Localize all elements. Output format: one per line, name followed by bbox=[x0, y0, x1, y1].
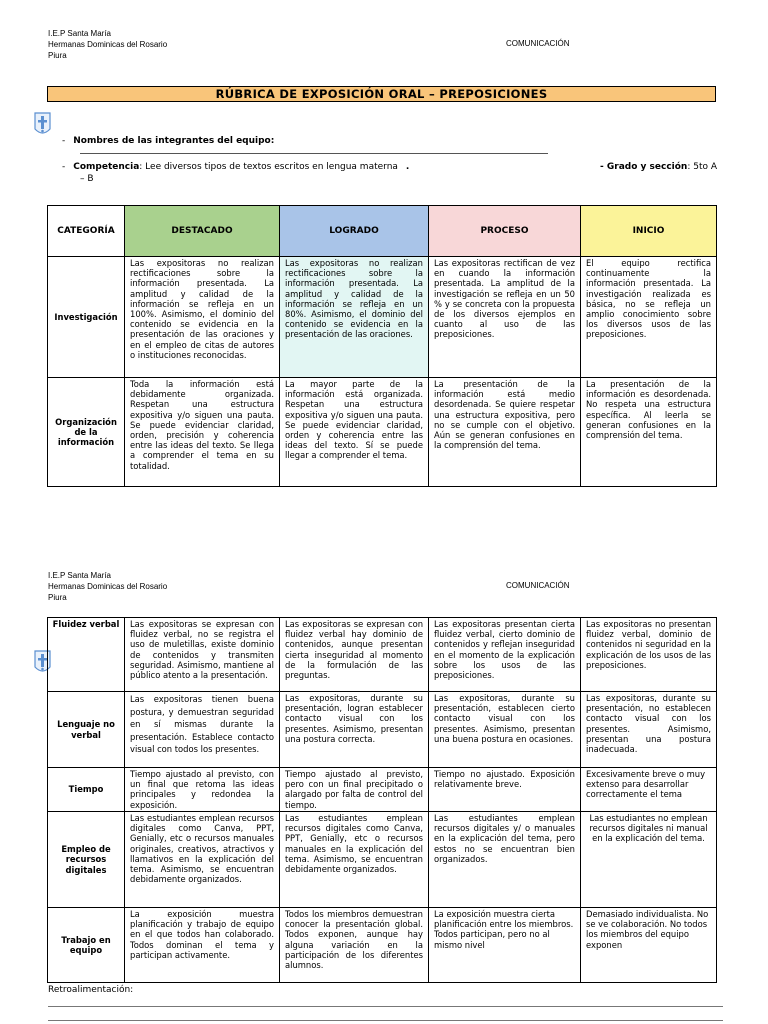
team-names-line bbox=[62, 136, 274, 146]
feedback-label: Retroalimentación: bbox=[48, 985, 134, 995]
row-category: Empleo de recursos digitales bbox=[48, 812, 125, 908]
col-header-logrado: LOGRADO bbox=[280, 206, 429, 257]
team-names-blank[interactable] bbox=[80, 153, 548, 154]
rubric-table-page1 bbox=[47, 205, 717, 487]
cell-inicio: La presentación de la información es desordenada. No respeta una estructura específica. Al leerla se generan confusiones en la comprensión del tema. bbox=[581, 378, 717, 487]
col-header-inicio: INICIO bbox=[581, 206, 717, 257]
cell-inicio: Las estudiantes no emplean recursos digitales ni manual en la explicación del tema. bbox=[581, 812, 717, 908]
grado-value: : 5to A bbox=[687, 162, 718, 172]
cell-inicio: Las expositoras, durante su presentación, no establecen contacto visual con los presentes. Asimismo, presentan una postura inadecuada. bbox=[581, 692, 717, 768]
school-name: I.E.P Santa María bbox=[48, 29, 111, 38]
competencia-text: : Lee diversos tipos de textos escritos en lengua materna bbox=[139, 162, 398, 172]
row-category: Trabajo en equipo bbox=[48, 908, 125, 983]
cell-logrado: Todos los miembros demuestran conocer la presentación global. Todos exponen, aunque hay alguna variación en la participación de los diferentes alumnos. bbox=[280, 908, 429, 983]
cell-logrado: Las expositoras no realizan rectificaciones sobre la información presentada. La amplitud y calidad de la información se refleja en un 80%. Asimismo, el dominio del contenido se evidencia en la presentación de las oraciones. bbox=[280, 257, 429, 378]
school-congregation: Hermanas Dominicas del Rosario bbox=[48, 582, 168, 591]
table-row bbox=[48, 908, 717, 983]
cell-inicio: El equipo rectifica continuamente la información presentada. La investigación realizada es básica, no se refleja un amplio conocimiento sobre los diversos usos de las preposiciones. bbox=[581, 257, 717, 378]
cell-logrado: Tiempo ajustado al previsto, pero con un final precipitado o alargado por falta de control del tiempo. bbox=[280, 768, 429, 812]
bullet: - bbox=[62, 136, 66, 146]
row-category: Fluidez verbal bbox=[48, 618, 125, 692]
feedback-line[interactable] bbox=[48, 1006, 723, 1007]
cell-proceso: La exposición muestra cierta planificación entre los miembros. Todos participan, pero no al mismo nivel bbox=[429, 908, 581, 983]
cell-destacado: Las expositoras se expresan con fluidez verbal, no se registra el uso de muletillas, existe dominio de contenidos y transmiten seguridad. Asimismo, mantiene al público atento a la presentación. bbox=[125, 618, 280, 692]
table-row bbox=[48, 257, 717, 378]
cell-logrado: Las expositoras, durante su presentación, logran establecer contacto visual con los presentes. Asimismo, presentan una postura correcta. bbox=[280, 692, 429, 768]
row-category: Lenguaje no verbal bbox=[48, 692, 125, 768]
grado-label: - Grado y sección bbox=[600, 162, 688, 172]
cell-destacado: Las expositoras no realizan rectificaciones sobre la información presentada. La amplitud y calidad de la información se refleja en un 100%. Asimismo, el dominio del contenido se evidencia en la presentación de las oraciones y en el empleo de citas de autores o instituciones reconocidas. bbox=[125, 257, 280, 378]
competencia-line bbox=[62, 162, 409, 172]
cell-logrado: Las expositoras se expresan con fluidez verbal hay dominio de contenidos, aunque presentan cierta inseguridad al momento de la formulación de las preguntas. bbox=[280, 618, 429, 692]
seccion-continuation: – B bbox=[80, 174, 94, 184]
grado-line bbox=[600, 162, 717, 172]
table-row bbox=[48, 618, 717, 692]
area-label: COMUNICACIÓN bbox=[506, 581, 570, 590]
school-city: Piura bbox=[48, 593, 67, 602]
feedback-line[interactable] bbox=[48, 1020, 723, 1021]
table-row bbox=[48, 812, 717, 908]
rubric-header-row bbox=[48, 206, 717, 257]
rubric-table-page2 bbox=[47, 617, 717, 983]
row-category: Organización de la información bbox=[48, 378, 125, 487]
school-header bbox=[48, 28, 167, 61]
row-category: Investigación bbox=[48, 257, 125, 378]
competencia-period: . bbox=[405, 162, 410, 172]
col-header-categoria: CATEGORÍA bbox=[48, 206, 125, 257]
col-header-proceso: PROCESO bbox=[429, 206, 581, 257]
school-city: Piura bbox=[48, 51, 67, 60]
school-crest-icon bbox=[34, 112, 51, 138]
cell-destacado: Tiempo ajustado al previsto, con un final que retoma las ideas principales y redondea la exposición. bbox=[125, 768, 280, 812]
cell-inicio: Excesivamente breve o muy extenso para desarrollar correctamente el tema bbox=[581, 768, 717, 812]
table-row bbox=[48, 692, 717, 768]
cell-destacado: Las expositoras tienen buena postura, y demuestran seguridad en sí mismas durante la presentación. Establece contacto visual con todos los presentes. bbox=[125, 692, 280, 768]
area-label: COMUNICACIÓN bbox=[506, 39, 570, 48]
cell-proceso: La presentación de la información está medio desordenada. Se quiere respetar una estructura expositiva, pero no se cumple con el objetivo. Aún se generan confusiones en la comprensión del tema. bbox=[429, 378, 581, 487]
cell-logrado: Las estudiantes emplean recursos digitales como Canva, PPT, Genially, etc o recursos manuales en la explicación del tema. Asimismo, se encuentran debidamente organizados. bbox=[280, 812, 429, 908]
school-name: I.E.P Santa María bbox=[48, 571, 111, 580]
cell-inicio: Demasiado individualista. No se ve colaboración. No todos los miembros del equipo exponen bbox=[581, 908, 717, 983]
table-row bbox=[48, 378, 717, 487]
document-title: RÚBRICA DE EXPOSICIÓN ORAL – PREPOSICIONES bbox=[47, 86, 716, 102]
bullet: - bbox=[62, 162, 66, 172]
cell-inicio: Las expositoras no presentan fluidez verbal, dominio de contenidos ni seguridad en la explicación de los usos de las preposiciones. bbox=[581, 618, 717, 692]
cell-logrado: La mayor parte de la información está organizada. Respetan una estructura expositiva y/o siguen una pauta. Se puede evidenciar claridad, orden y coherencia entre las ideas del texto. Sí se puede llegar a comprender el tema. bbox=[280, 378, 429, 487]
table-row bbox=[48, 768, 717, 812]
competencia-label: Competencia bbox=[73, 162, 140, 172]
team-names-label: Nombres de las integrantes del equipo: bbox=[73, 136, 275, 146]
school-congregation: Hermanas Dominicas del Rosario bbox=[48, 40, 168, 49]
cell-destacado: Toda la información está debidamente organizada. Respetan una estructura expositiva y/o siguen una pauta. Se puede evidenciar claridad, orden, precisión y coherencia entre las ideas del texto. Se llega a comprender el tema en su totalidad. bbox=[125, 378, 280, 487]
cell-proceso: Las expositoras, durante su presentación, establecen cierto contacto visual con los presentes. Asimismo, presentan una buena postura en ocasiones. bbox=[429, 692, 581, 768]
row-category: Tiempo bbox=[48, 768, 125, 812]
school-header bbox=[48, 570, 167, 603]
cell-proceso: Las expositoras presentan cierta fluidez verbal, cierto dominio de contenidos y reflejan inseguridad en el momento de la explicación sobre los usos de las preposiciones. bbox=[429, 618, 581, 692]
cell-destacado: La exposición muestra planificación y trabajo de equipo en el que todos han colaborado. Todos dominan el tema y participan activamente. bbox=[125, 908, 280, 983]
cell-proceso: Las estudiantes emplean recursos digitales y/ o manuales en la explicación del tema, pero estos no se encuentran bien organizados. bbox=[429, 812, 581, 908]
cell-destacado: Las estudiantes emplean recursos digitales como Canva, PPT, Genially, etc o recursos manuales originales, creativos, atractivos y llamativos en la explicación del tema. Asimismo, se encuentran debidamente organizados. bbox=[125, 812, 280, 908]
cell-proceso: Las expositoras rectifican de vez en cuando la información presentada. La amplitud de la investigación se refleja en un 50 % y se concreta con la propuesta de los diversos ejemplos en cuanto al uso de las preposiciones. bbox=[429, 257, 581, 378]
cell-proceso: Tiempo no ajustado. Exposición relativamente breve. bbox=[429, 768, 581, 812]
col-header-destacado: DESTACADO bbox=[125, 206, 280, 257]
